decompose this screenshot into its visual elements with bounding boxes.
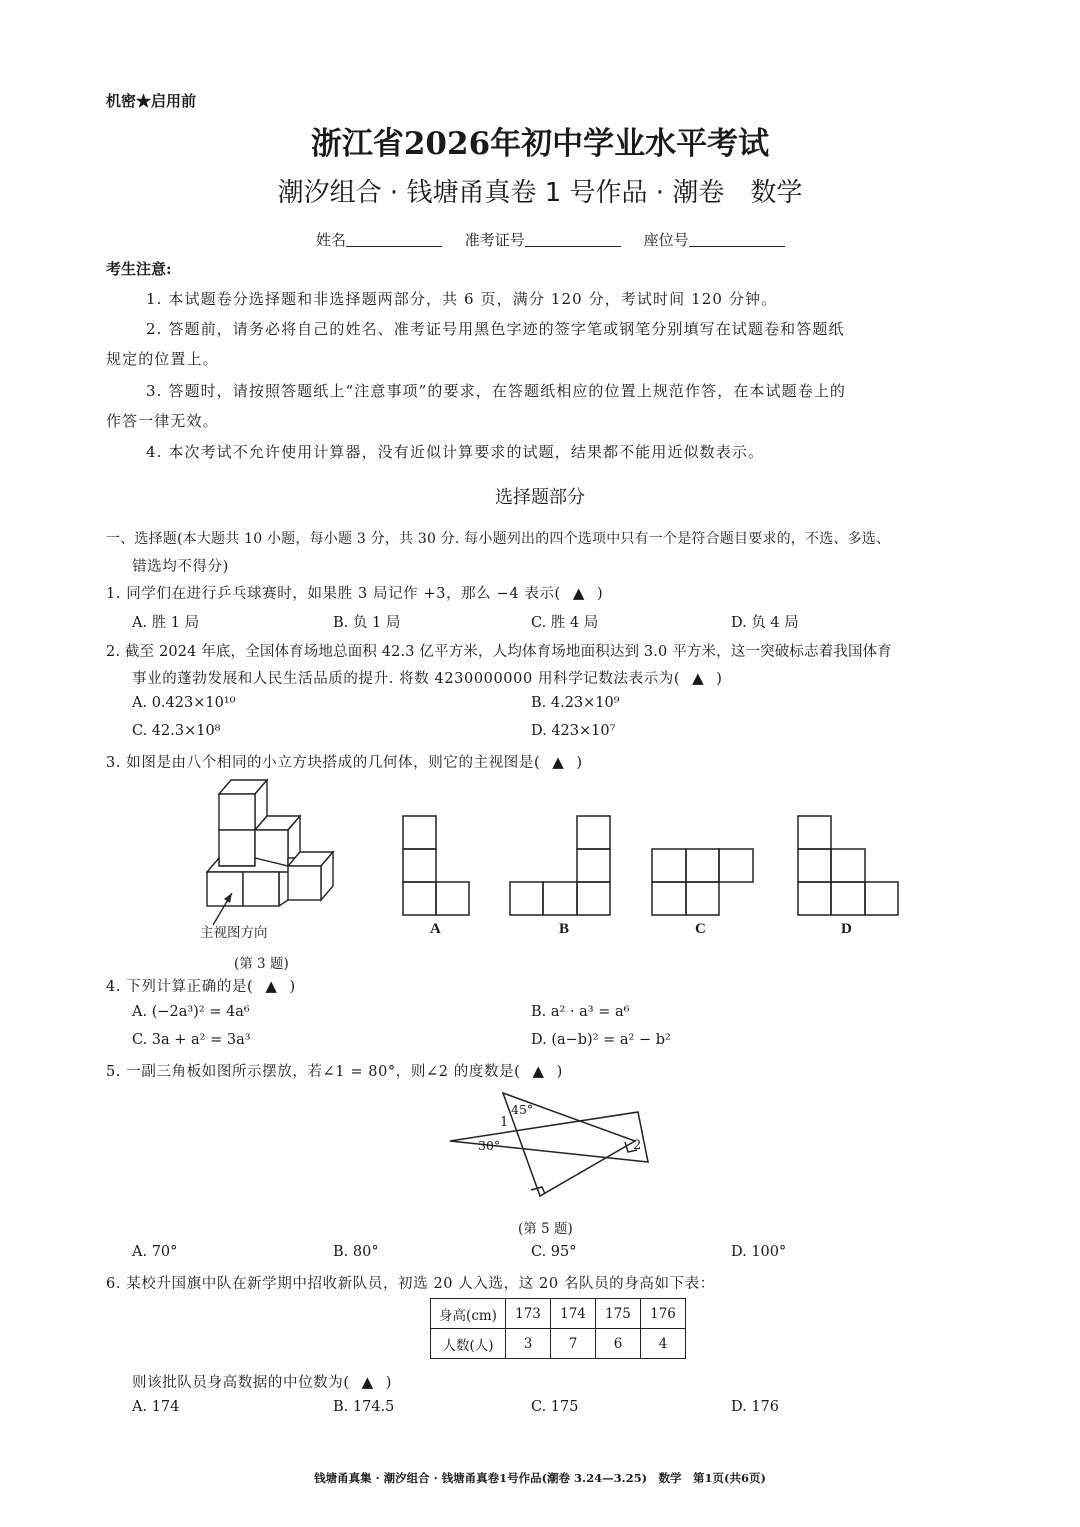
angle-2-label: 2 — [633, 1138, 642, 1153]
q1-option-c[interactable]: C. 胜 4 局 — [531, 615, 599, 631]
answer-mark: ▲ — [572, 584, 585, 602]
notice-item-3: 3. 答题时，请按照答题纸上“注意事项”的要求，在答题纸相应的位置上规范作答，在本试题卷上的 — [146, 382, 847, 400]
q2-stem-line2: 事业的蓬勃发展和人民生活品质的提升. 将数 4230000000 用科学记数法表示为( ▲ ) — [132, 669, 723, 687]
table-cell: 175 — [596, 1299, 641, 1329]
q3-label-c: C — [695, 921, 706, 937]
seat-label: 座位号 — [643, 231, 689, 249]
q3-view-b[interactable] — [510, 816, 610, 915]
exam-no-label: 准考证号 — [464, 231, 525, 249]
q6-option-b[interactable]: B. 174.5 — [333, 1399, 395, 1415]
q3-view-a[interactable] — [403, 816, 469, 915]
q2-option-d[interactable]: D. 423×10⁷ — [531, 723, 616, 739]
q5-option-c[interactable]: C. 95° — [531, 1244, 577, 1260]
q4-option-a[interactable]: A. (−2a³)² = 4a⁶ — [132, 1004, 250, 1020]
q1-option-b[interactable]: B. 负 1 局 — [333, 615, 401, 631]
answer-mark: ▲ — [532, 1062, 545, 1080]
q3-view-c[interactable] — [652, 849, 753, 915]
answer-mark: ▲ — [361, 1373, 374, 1391]
q2-option-c[interactable]: C. 42.3×10⁸ — [132, 723, 221, 739]
q3-caption: (第 3 题) — [234, 956, 289, 972]
q6-question: 则该批队员身高数据的中位数为( ▲ ) — [132, 1373, 393, 1391]
notice-item-3-cont: 作答一律无效。 — [106, 412, 219, 430]
table-row — [431, 1299, 686, 1329]
q2-option-b[interactable]: B. 4.23×10⁹ — [531, 695, 620, 711]
answer-mark: ▲ — [265, 977, 278, 995]
q4-option-d[interactable]: D. (a−b)² = a² − b² — [531, 1032, 671, 1048]
height-table — [430, 1298, 686, 1359]
answer-mark: ▲ — [552, 753, 565, 771]
q3-label-a: A — [430, 921, 441, 937]
q5-option-d[interactable]: D. 100° — [731, 1244, 787, 1260]
table-cell: 6 — [596, 1329, 641, 1359]
notice-heading: 考生注意: — [106, 260, 172, 278]
angle-30-label: 30° — [478, 1138, 501, 1153]
q2-stem-line1: 2. 截至 2024 年底，全国体育场地总面积 42.3 亿平方米，人均体育场地面积达到 3.0 平方米，这一突破标志着我国体育 — [106, 644, 892, 660]
notice-item-2-cont: 规定的位置上。 — [106, 350, 219, 368]
table-cell: 3 — [506, 1329, 551, 1359]
q5-option-a[interactable]: A. 70° — [132, 1244, 178, 1260]
q5-stem: 5. 一副三角板如图所示摆放，若∠1 = 80°，则∠2 的度数是( ▲ ) — [106, 1062, 563, 1080]
name-label: 姓名 — [316, 231, 347, 249]
q6-option-a[interactable]: A. 174 — [132, 1399, 180, 1415]
exam-title: 浙江省2026年初中学业水平考试 — [310, 126, 770, 162]
q3-direction-label: 主视图方向 — [200, 925, 268, 941]
table-cell: 173 — [506, 1299, 551, 1329]
cube-stack-figure — [207, 780, 333, 906]
part1-heading-cont: 错选均不得分) — [132, 559, 229, 575]
q1-option-d[interactable]: D. 负 4 局 — [731, 615, 799, 631]
confidential-label: 机密★启用前 — [106, 92, 197, 110]
angle-1-label: 1 — [500, 1115, 509, 1130]
q1-stem: 1. 同学们在进行乒乓球赛时，如果胜 3 局记作 +3，那么 −4 表示( ▲ ) — [106, 584, 604, 602]
angle-45-label: 45° — [511, 1102, 534, 1117]
q6-stem: 6. 某校升国旗中队在新学期中招收新队员，初选 20 人入选，这 20 名队员的身高如下表： — [106, 1276, 715, 1292]
notice-item-1: 1. 本试题卷分选择题和非选择题两部分，共 6 页，满分 120 分，考试时间 120 分钟。 — [146, 290, 778, 308]
q5-option-b[interactable]: B. 80° — [333, 1244, 379, 1260]
answer-mark: ▲ — [692, 669, 705, 687]
notice-item-4: 4. 本次考试不允许使用计算器，没有近似计算要求的试题，结果都不能用近似数表示。 — [146, 443, 765, 461]
page-footer: 钱塘甬真集 · 潮汐组合 · 钱塘甬真卷1号作品(潮卷 3.24—3.25) 数学 第1页(共6页) — [314, 1471, 766, 1485]
table-cell: 7 — [551, 1329, 596, 1359]
part1-heading: 一、选择题(本大题共 10 小题，每小题 3 分，共 30 分. 每小题列出的四个选项中只有一个是符合题目要求的，不选、多选、 — [106, 531, 891, 547]
q6-option-d[interactable]: D. 176 — [731, 1399, 780, 1415]
table-cell: 176 — [641, 1299, 686, 1329]
q3-view-d[interactable] — [798, 816, 898, 915]
notice-item-2: 2. 答题前，请务必将自己的姓名、准考证号用黑色字迹的签字笔或钢笔分别填写在试题卷和答题纸 — [146, 320, 845, 338]
table-header-height: 身高(cm) — [431, 1299, 506, 1329]
q4-option-b[interactable]: B. a² · a³ = a⁶ — [531, 1004, 630, 1020]
section-title: 选择题部分 — [495, 487, 585, 508]
q3-label-d: D — [841, 921, 852, 937]
table-cell: 174 — [551, 1299, 596, 1329]
q4-stem: 4. 下列计算正确的是( ▲ ) — [106, 977, 296, 995]
q2-option-a[interactable]: A. 0.423×10¹⁰ — [132, 695, 236, 711]
exam-subtitle: 潮汐组合 · 钱塘甬真卷 1 号作品 · 潮卷 数学 — [277, 178, 803, 208]
table-row — [431, 1329, 686, 1359]
table-cell: 4 — [641, 1329, 686, 1359]
q4-option-c[interactable]: C. 3a + a² = 3a³ — [132, 1032, 251, 1048]
q1-option-a[interactable]: A. 胜 1 局 — [132, 615, 200, 631]
q5-caption: (第 5 题) — [518, 1221, 573, 1237]
table-header-count: 人数(人) — [431, 1329, 506, 1359]
q3-stem: 3. 如图是由八个相同的小立方块搭成的几何体，则它的主视图是( ▲ ) — [106, 753, 583, 771]
q6-option-c[interactable]: C. 175 — [531, 1399, 579, 1415]
q3-label-b: B — [559, 921, 570, 937]
